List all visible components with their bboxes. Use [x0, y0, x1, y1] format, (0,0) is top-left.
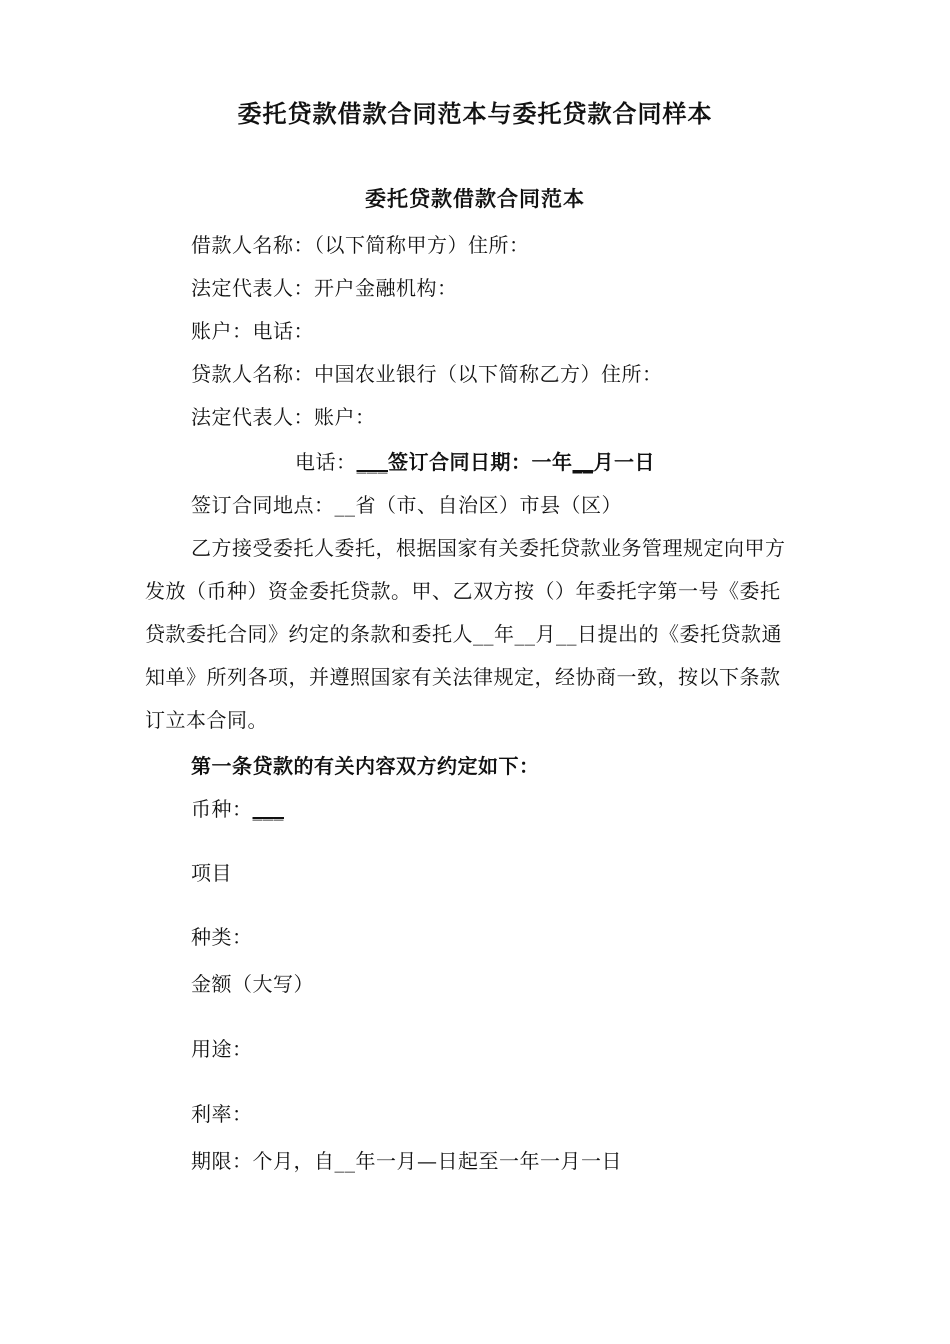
project-line: 项目: [191, 861, 232, 885]
rate-line: 利率：: [191, 1102, 253, 1126]
paragraph-line-3: 贷款委托合同》约定的条款和委托人__年__月__日提出的《委托贷款通: [145, 622, 782, 646]
type-line: 种类：: [191, 925, 253, 949]
sign-place-line: 签订合同地点：__省（市、自治区）市县（区）: [191, 493, 622, 517]
lender-line: 贷款人名称：中国农业银行（以下简称乙方）住所：: [191, 362, 663, 386]
currency-blank: ___: [252, 797, 284, 821]
paragraph-line-2: 发放（币种）资金委托贷款。甲、乙双方按（）年委托字第一号《委托: [145, 579, 781, 603]
phone-date-line: [0, 446, 950, 475]
legal-rep-line-2: 法定代表人：账户：: [191, 405, 376, 429]
account-phone-line: 账户：电话：: [191, 319, 314, 343]
paragraph-line-4: 知单》所列各项，并遵照国家有关法律规定，经协商一致，按以下条款: [145, 665, 781, 689]
paragraph-line-1: 乙方接受委托人委托，根据国家有关委托贷款业务管理规定向甲方: [191, 536, 786, 560]
section-title: 委托贷款借款合同范本: [365, 186, 585, 211]
paragraph-line-5: 订立本合同。: [145, 708, 268, 732]
sign-date-label: 签订合同日期：一年: [388, 450, 573, 474]
phone-label: 电话：: [295, 450, 357, 474]
article-1-heading: 第一条贷款的有关内容双方约定如下：: [191, 754, 540, 778]
month-blank: __: [572, 450, 594, 474]
currency-label: 币种：: [191, 797, 253, 821]
purpose-line: 用途：: [191, 1037, 253, 1061]
document-title: 委托贷款借款合同范本与委托贷款合同样本: [237, 99, 713, 128]
term-line: 期限：个月，自__年一月—日起至一年一月一日: [191, 1149, 622, 1173]
phone-blank: ___: [356, 450, 388, 474]
amount-line: 金额（大写）: [191, 972, 314, 996]
borrower-line: 借款人名称：（以下简称甲方）住所：: [191, 233, 530, 257]
sign-date-end: 月一日: [593, 450, 655, 474]
legal-rep-line-1: 法定代表人：开户金融机构：: [191, 276, 458, 300]
currency-line: [191, 793, 284, 822]
